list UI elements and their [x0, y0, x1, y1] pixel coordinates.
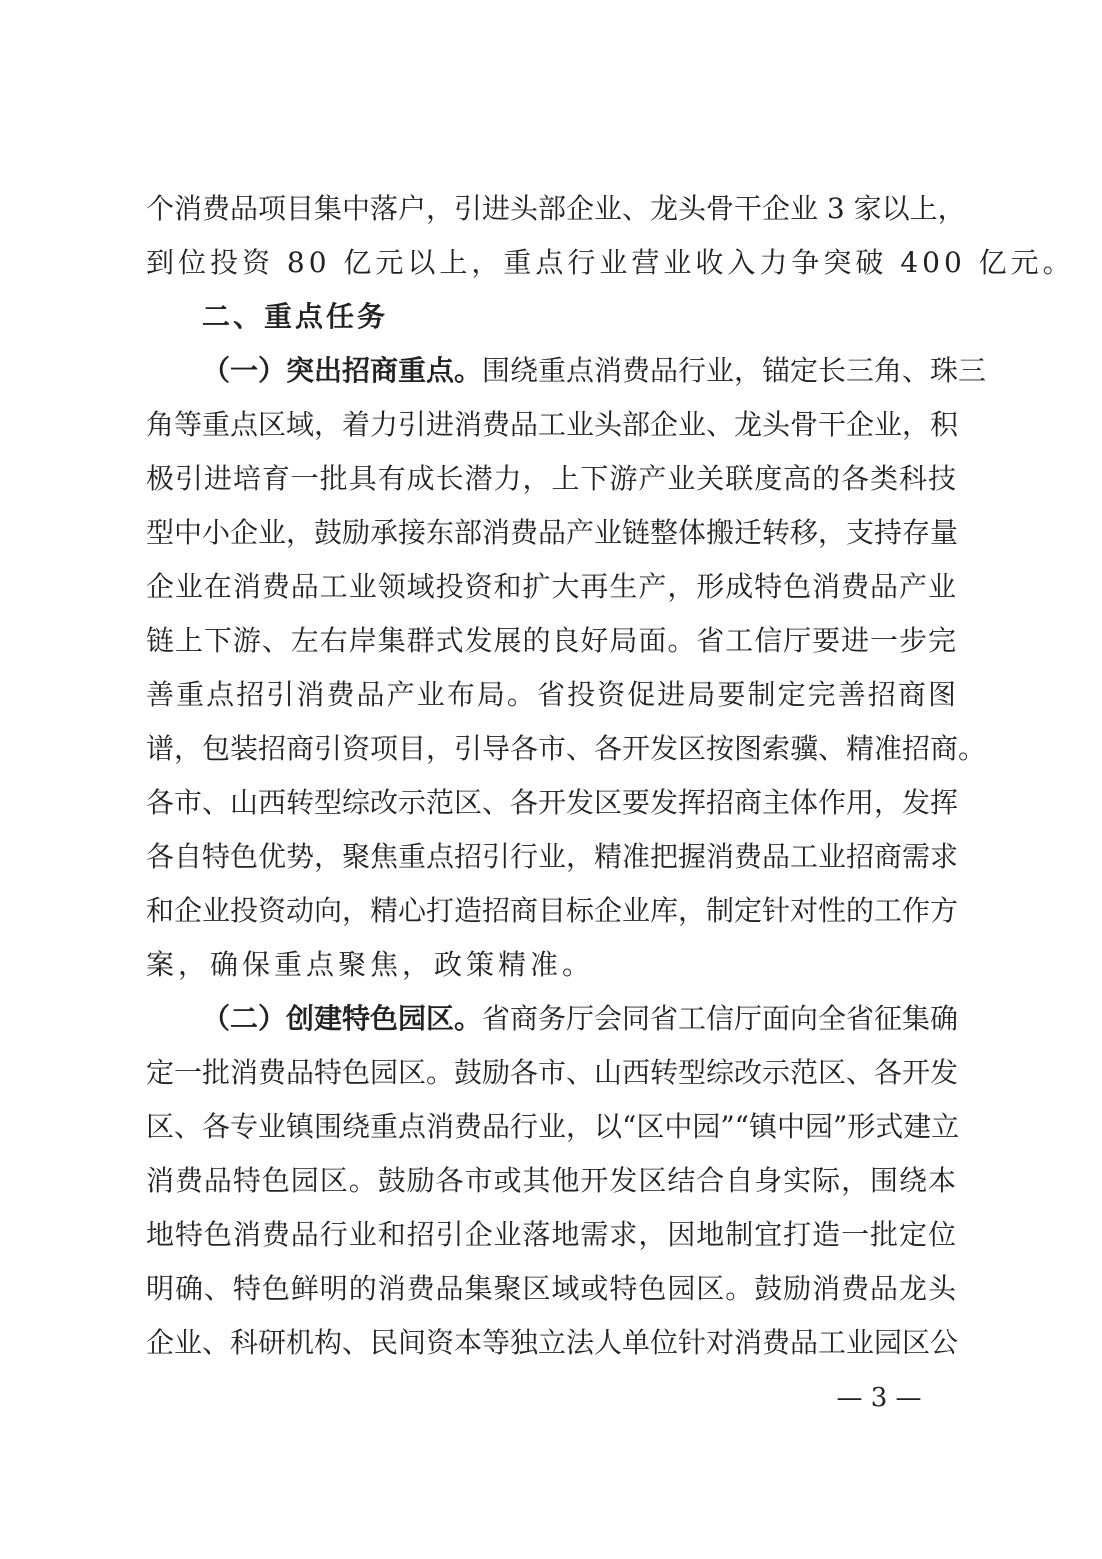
paragraph-heading: （二）创建特色园区。 — [202, 1002, 483, 1035]
body-text-line: 地特色消费品行业和招引企业落地需求，因地制宜打造一批定位 — [146, 1218, 956, 1251]
paragraph-first-line — [202, 992, 959, 1046]
body-text-line: 案，确保重点聚焦，政策精准。 — [146, 948, 595, 981]
section-heading: 二、重点任务 — [202, 300, 389, 333]
body-text-line: 谱，包装招商引资项目，引导各市、各开发区按图索骥、精准招商。 — [146, 732, 987, 765]
paragraph-text: 省商务厅会同省工信厅面向全省征集确 — [482, 1002, 959, 1035]
body-text-line: 链上下游、左右岸集群式发展的良好局面。省工信厅要进一步完 — [146, 624, 956, 657]
body-text-line: 到位投资 80 亿元以上，重点行业营业收入力争突破 400 亿元。 — [146, 246, 1075, 279]
paragraph-heading: （一）突出招商重点。 — [202, 354, 483, 387]
body-text-line: 明确、特色鲜明的消费品集聚区域或特色园区。鼓励消费品龙头 — [146, 1272, 956, 1305]
body-text-line: 定一批消费品特色园区。鼓励各市、山西转型综改示范区、各开发 — [146, 1056, 959, 1089]
body-text-line: 消费品特色园区。鼓励各市或其他开发区结合自身实际，围绕本 — [146, 1164, 956, 1197]
body-text-line: 各市、山西转型综改示范区、各开发区要发挥招商主体作用，发挥 — [146, 786, 959, 819]
body-text-line: 善重点招引消费品产业布局。省投资促进局要制定完善招商图 — [146, 678, 956, 711]
body-text-line: 型中小企业，鼓励承接东部消费品产业链整体搬迁转移，支持存量 — [146, 516, 959, 549]
body-text-line: 企业、科研机构、民间资本等独立法人单位针对消费品工业园区公 — [146, 1326, 959, 1359]
page-number: — 3 — — [836, 1383, 922, 1413]
body-text-line: 和企业投资动向，精心打造招商目标企业库，制定针对性的工作方 — [146, 894, 959, 927]
paragraph-text: 围绕重点消费品行业，锚定长三角、珠三 — [482, 354, 987, 387]
body-text-line: 极引进培育一批具有成长潜力，上下游产业关联度高的各类科技 — [146, 462, 956, 495]
body-text-line: 个消费品项目集中落户，引进头部企业、龙头骨干企业 3 家以上， — [146, 192, 966, 225]
body-text-line: 区、各专业镇围绕重点消费品行业，以“区中园”“镇中园”形式建立 — [146, 1110, 960, 1143]
body-text-line: 角等重点区域，着力引进消费品工业头部企业、龙头骨干企业，积 — [146, 408, 959, 441]
body-text-line: 各自特色优势，聚焦重点招引行业，精准把握消费品工业招商需求 — [146, 840, 959, 873]
body-text-line: 企业在消费品工业领域投资和扩大再生产，形成特色消费品产业 — [146, 570, 956, 603]
paragraph-first-line — [202, 344, 987, 398]
